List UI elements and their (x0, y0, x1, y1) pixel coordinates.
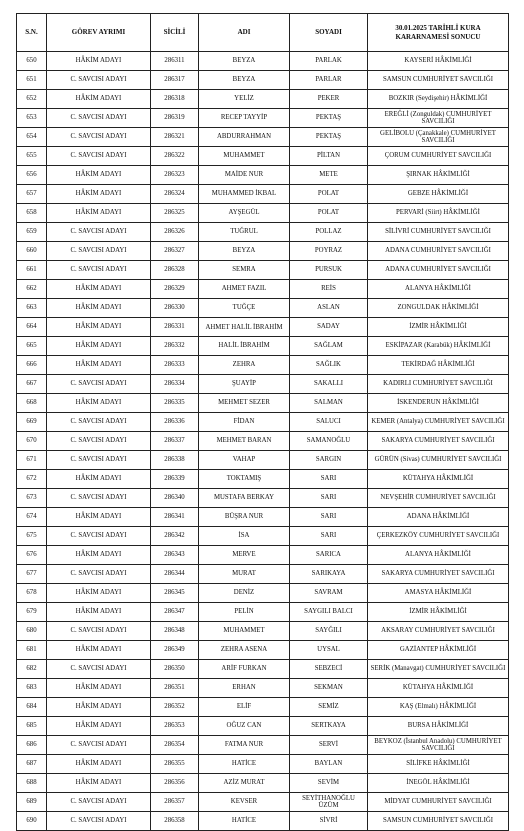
cell-sicili: 286348 (151, 622, 199, 641)
cell-sn: 675 (17, 527, 47, 546)
cell-sn: 678 (17, 584, 47, 603)
cell-adi: RECEP TAYYİP (199, 109, 290, 128)
cell-kura-sonucu: GÜRÜN (Sivas) CUMHURİYET SAVCILIĞI (368, 451, 509, 470)
cell-gorev-ayrimi: HÂKİM ADAYI (47, 755, 151, 774)
cell-soyadi: SAYGILI BALCI (290, 603, 368, 622)
cell-kura-sonucu: KEMER (Antalya) CUMHURİYET SAVCILIĞI (368, 413, 509, 432)
cell-sicili: 286327 (151, 242, 199, 261)
cell-sn: 689 (17, 793, 47, 812)
cell-kura-sonucu: MİDYAT CUMHURİYET SAVCILIĞI (368, 793, 509, 812)
cell-adi: YELİZ (199, 90, 290, 109)
cell-soyadi: SAVRAM (290, 584, 368, 603)
cell-sicili: 286350 (151, 660, 199, 679)
cell-sicili: 286329 (151, 280, 199, 299)
cell-sn: 673 (17, 489, 47, 508)
column-header-sicili: SİCİLİ (151, 14, 199, 52)
cell-gorev-ayrimi: HÂKİM ADAYI (47, 508, 151, 527)
table-row (17, 793, 509, 812)
cell-soyadi: SEKMAN (290, 679, 368, 698)
cell-sn: 653 (17, 109, 47, 128)
cell-soyadi: POYRAZ (290, 242, 368, 261)
cell-gorev-ayrimi: HÂKİM ADAYI (47, 204, 151, 223)
cell-sicili: 286321 (151, 128, 199, 147)
cell-gorev-ayrimi: HÂKİM ADAYI (47, 679, 151, 698)
cell-adi: HATİCE (199, 755, 290, 774)
cell-adi: DENİZ (199, 584, 290, 603)
cell-kura-sonucu: EREĞLİ (Zonguldak) CUMHURİYET SAVCILIĞI (368, 109, 509, 128)
cell-kura-sonucu: ADANA CUMHURİYET SAVCILIĞI (368, 242, 509, 261)
cell-adi: MUSTAFA BERKAY (199, 489, 290, 508)
cell-adi: BEYZA (199, 52, 290, 71)
cell-soyadi: SARIKAYA (290, 565, 368, 584)
cell-sn: 670 (17, 432, 47, 451)
cell-kura-sonucu: KAYSERİ HÂKİMLİĞİ (368, 52, 509, 71)
column-header-gorev-ayrimi: GÖREV AYRIMI (47, 14, 151, 52)
table-row (17, 413, 509, 432)
cell-sicili: 286317 (151, 71, 199, 90)
cell-sn: 654 (17, 128, 47, 147)
cell-soyadi: SEMİZ (290, 698, 368, 717)
table-row (17, 698, 509, 717)
cell-soyadi: PİLTAN (290, 147, 368, 166)
cell-gorev-ayrimi: HÂKİM ADAYI (47, 318, 151, 337)
cell-kura-sonucu: İNEGÖL HÂKİMLİĞİ (368, 774, 509, 793)
cell-gorev-ayrimi: HÂKİM ADAYI (47, 394, 151, 413)
cell-adi: MURAT (199, 565, 290, 584)
table-header-row (17, 14, 509, 52)
cell-sn: 686 (17, 736, 47, 755)
cell-gorev-ayrimi: C. SAVCISI ADAYI (47, 128, 151, 147)
table-row (17, 147, 509, 166)
table-row (17, 71, 509, 90)
cell-sicili: 286318 (151, 90, 199, 109)
cell-gorev-ayrimi: HÂKİM ADAYI (47, 52, 151, 71)
cell-adi: ELİF (199, 698, 290, 717)
cell-sicili: 286341 (151, 508, 199, 527)
cell-gorev-ayrimi: HÂKİM ADAYI (47, 90, 151, 109)
cell-sn: 681 (17, 641, 47, 660)
cell-gorev-ayrimi: HÂKİM ADAYI (47, 356, 151, 375)
cell-kura-sonucu: SERİK (Manavgat) CUMHURİYET SAVCILIĞI (368, 660, 509, 679)
cell-kura-sonucu: SİLİVRİ CUMHURİYET SAVCILIĞI (368, 223, 509, 242)
table-row (17, 451, 509, 470)
cell-soyadi: SEVİM (290, 774, 368, 793)
cell-adi: MAİDE NUR (199, 166, 290, 185)
cell-gorev-ayrimi: C. SAVCISI ADAYI (47, 451, 151, 470)
cell-adi: FİDAN (199, 413, 290, 432)
table-row (17, 774, 509, 793)
cell-soyadi: UYSAL (290, 641, 368, 660)
cell-sicili: 286323 (151, 166, 199, 185)
table-row (17, 603, 509, 622)
cell-sn: 669 (17, 413, 47, 432)
cell-gorev-ayrimi: C. SAVCISI ADAYI (47, 71, 151, 90)
cell-sn: 665 (17, 337, 47, 356)
cell-sn: 682 (17, 660, 47, 679)
cell-soyadi: SALMAN (290, 394, 368, 413)
cell-soyadi: PARLAK (290, 52, 368, 71)
cell-kura-sonucu: AMASYA HÂKİMLİĞİ (368, 584, 509, 603)
cell-kura-sonucu: GAZİANTEP HÂKİMLİĞİ (368, 641, 509, 660)
cell-kura-sonucu: GEBZE HÂKİMLİĞİ (368, 185, 509, 204)
cell-adi: OĞUZ CAN (199, 717, 290, 736)
cell-sn: 672 (17, 470, 47, 489)
cell-adi: FATMA NUR (199, 736, 290, 755)
cell-gorev-ayrimi: C. SAVCISI ADAYI (47, 375, 151, 394)
table-row (17, 166, 509, 185)
cell-soyadi: POLAT (290, 204, 368, 223)
table-row (17, 641, 509, 660)
cell-sicili: 286324 (151, 185, 199, 204)
column-header-adi: ADI (199, 14, 290, 52)
cell-soyadi: SARICA (290, 546, 368, 565)
table-row (17, 565, 509, 584)
cell-kura-sonucu: TEKİRDAĞ HÂKİMLİĞİ (368, 356, 509, 375)
cell-gorev-ayrimi: HÂKİM ADAYI (47, 584, 151, 603)
cell-kura-sonucu: İZMİR HÂKİMLİĞİ (368, 318, 509, 337)
cell-gorev-ayrimi: HÂKİM ADAYI (47, 299, 151, 318)
cell-soyadi: SİVRİ (290, 812, 368, 831)
cell-gorev-ayrimi: C. SAVCISI ADAYI (47, 489, 151, 508)
cell-sn: 688 (17, 774, 47, 793)
cell-sicili: 286349 (151, 641, 199, 660)
cell-gorev-ayrimi: HÂKİM ADAYI (47, 774, 151, 793)
cell-adi: ŞUAYİP (199, 375, 290, 394)
cell-sn: 666 (17, 356, 47, 375)
cell-adi: ZEHRA (199, 356, 290, 375)
table-row (17, 527, 509, 546)
cell-adi: BÜŞRA NUR (199, 508, 290, 527)
cell-kura-sonucu: KÜTAHYA HÂKİMLİĞİ (368, 470, 509, 489)
table-row (17, 375, 509, 394)
table-row (17, 242, 509, 261)
cell-sn: 652 (17, 90, 47, 109)
cell-adi: MEHMET BARAN (199, 432, 290, 451)
cell-sn: 651 (17, 71, 47, 90)
table-row (17, 622, 509, 641)
cell-gorev-ayrimi: HÂKİM ADAYI (47, 603, 151, 622)
cell-soyadi: PARLAR (290, 71, 368, 90)
cell-gorev-ayrimi: C. SAVCISI ADAYI (47, 109, 151, 128)
cell-sn: 663 (17, 299, 47, 318)
cell-adi: MUHAMMET (199, 147, 290, 166)
cell-sicili: 286311 (151, 52, 199, 71)
cell-gorev-ayrimi: C. SAVCISI ADAYI (47, 565, 151, 584)
cell-kura-sonucu: ZONGULDAK HÂKİMLİĞİ (368, 299, 509, 318)
cell-gorev-ayrimi: C. SAVCISI ADAYI (47, 527, 151, 546)
cell-sicili: 286335 (151, 394, 199, 413)
table-row (17, 470, 509, 489)
cell-gorev-ayrimi: C. SAVCISI ADAYI (47, 147, 151, 166)
cell-soyadi: ASLAN (290, 299, 368, 318)
cell-adi: TUĞÇE (199, 299, 290, 318)
table-row (17, 90, 509, 109)
cell-sn: 685 (17, 717, 47, 736)
cell-gorev-ayrimi: HÂKİM ADAYI (47, 185, 151, 204)
cell-sicili: 286337 (151, 432, 199, 451)
cell-soyadi: POLLAZ (290, 223, 368, 242)
cell-soyadi: SAYĞILI (290, 622, 368, 641)
cell-adi: TUĞRUL (199, 223, 290, 242)
cell-sicili: 286354 (151, 736, 199, 755)
cell-soyadi: SAĞLIK (290, 356, 368, 375)
cell-sn: 658 (17, 204, 47, 223)
cell-sicili: 286331 (151, 318, 199, 337)
cell-sn: 668 (17, 394, 47, 413)
cell-kura-sonucu: ŞIRNAK HÂKİMLİĞİ (368, 166, 509, 185)
cell-sicili: 286352 (151, 698, 199, 717)
cell-adi: MEHMET SEZER (199, 394, 290, 413)
cell-soyadi: BAYLAN (290, 755, 368, 774)
table-row (17, 432, 509, 451)
cell-sicili: 286339 (151, 470, 199, 489)
cell-soyadi: POLAT (290, 185, 368, 204)
cell-soyadi: SAMANOĞLU (290, 432, 368, 451)
table-body (17, 52, 509, 831)
table-row (17, 508, 509, 527)
cell-sicili: 286358 (151, 812, 199, 831)
table-row (17, 755, 509, 774)
table-row (17, 679, 509, 698)
cell-sicili: 286351 (151, 679, 199, 698)
cell-sicili: 286328 (151, 261, 199, 280)
cell-gorev-ayrimi: HÂKİM ADAYI (47, 280, 151, 299)
cell-gorev-ayrimi: C. SAVCISI ADAYI (47, 622, 151, 641)
cell-sicili: 286334 (151, 375, 199, 394)
cell-kura-sonucu: AKSARAY CUMHURİYET SAVCILIĞI (368, 622, 509, 641)
cell-sicili: 286333 (151, 356, 199, 375)
cell-adi: ABDURRAHMAN (199, 128, 290, 147)
cell-gorev-ayrimi: C. SAVCISI ADAYI (47, 432, 151, 451)
cell-soyadi: REİS (290, 280, 368, 299)
cell-sicili: 286319 (151, 109, 199, 128)
cell-soyadi: SAKALLI (290, 375, 368, 394)
cell-kura-sonucu: SİLİFKE HÂKİMLİĞİ (368, 755, 509, 774)
cell-soyadi: SERVİ (290, 736, 368, 755)
cell-kura-sonucu: SAMSUN CUMHURİYET SAVCILIĞI (368, 812, 509, 831)
table-row (17, 812, 509, 831)
assignment-table (16, 13, 509, 831)
cell-sicili: 286345 (151, 584, 199, 603)
table-row (17, 223, 509, 242)
cell-sn: 679 (17, 603, 47, 622)
cell-adi: ZEHRA ASENA (199, 641, 290, 660)
cell-sicili: 286356 (151, 774, 199, 793)
cell-soyadi: SARI (290, 470, 368, 489)
cell-soyadi: PEKTAŞ (290, 109, 368, 128)
cell-kura-sonucu: NEVŞEHİR CUMHURİYET SAVCILIĞI (368, 489, 509, 508)
cell-sn: 684 (17, 698, 47, 717)
cell-gorev-ayrimi: HÂKİM ADAYI (47, 717, 151, 736)
cell-soyadi: SARI (290, 508, 368, 527)
cell-gorev-ayrimi: C. SAVCISI ADAYI (47, 812, 151, 831)
cell-kura-sonucu: SAMSUN CUMHURİYET SAVCILIĞI (368, 71, 509, 90)
cell-soyadi: SARI (290, 489, 368, 508)
cell-kura-sonucu: PERVARİ (Siirt) HÂKİMLİĞİ (368, 204, 509, 223)
column-header-soyadi: SOYADI (290, 14, 368, 52)
cell-gorev-ayrimi: HÂKİM ADAYI (47, 470, 151, 489)
table-row (17, 318, 509, 337)
cell-gorev-ayrimi: HÂKİM ADAYI (47, 166, 151, 185)
cell-gorev-ayrimi: C. SAVCISI ADAYI (47, 660, 151, 679)
cell-adi: MUHAMMED İKBAL (199, 185, 290, 204)
cell-sicili: 286332 (151, 337, 199, 356)
cell-gorev-ayrimi: HÂKİM ADAYI (47, 337, 151, 356)
cell-kura-sonucu: KÜTAHYA HÂKİMLİĞİ (368, 679, 509, 698)
cell-gorev-ayrimi: C. SAVCISI ADAYI (47, 242, 151, 261)
cell-soyadi: SARGIN (290, 451, 368, 470)
cell-kura-sonucu: GELİBOLU (Çanakkale) CUMHURİYET SAVCILIĞI (368, 128, 509, 147)
table-row (17, 394, 509, 413)
cell-sn: 655 (17, 147, 47, 166)
cell-sn: 683 (17, 679, 47, 698)
cell-adi: HALİL İBRAHİM (199, 337, 290, 356)
cell-soyadi: SALUCI (290, 413, 368, 432)
cell-soyadi: METE (290, 166, 368, 185)
cell-kura-sonucu: KAŞ (Elmalı) HÂKİMLİĞİ (368, 698, 509, 717)
table-row (17, 204, 509, 223)
cell-soyadi: SARI (290, 527, 368, 546)
cell-adi: TOKTAMIŞ (199, 470, 290, 489)
cell-adi: ERHAN (199, 679, 290, 698)
cell-soyadi: PEKER (290, 90, 368, 109)
cell-soyadi: SERTKAYA (290, 717, 368, 736)
cell-sicili: 286344 (151, 565, 199, 584)
cell-sicili: 286330 (151, 299, 199, 318)
table-row (17, 299, 509, 318)
cell-gorev-ayrimi: C. SAVCISI ADAYI (47, 413, 151, 432)
cell-adi: BEYZA (199, 242, 290, 261)
cell-sn: 676 (17, 546, 47, 565)
cell-sn: 677 (17, 565, 47, 584)
cell-sn: 656 (17, 166, 47, 185)
cell-adi: İSA (199, 527, 290, 546)
table-row (17, 546, 509, 565)
cell-sn: 667 (17, 375, 47, 394)
cell-sn: 659 (17, 223, 47, 242)
cell-sn: 660 (17, 242, 47, 261)
cell-sn: 657 (17, 185, 47, 204)
cell-sicili: 286353 (151, 717, 199, 736)
cell-sn: 674 (17, 508, 47, 527)
table-row (17, 128, 509, 147)
cell-sicili: 286322 (151, 147, 199, 166)
cell-sn: 650 (17, 52, 47, 71)
cell-soyadi: SADAY (290, 318, 368, 337)
cell-kura-sonucu: ESKİPAZAR (Karabük) HÂKİMLİĞİ (368, 337, 509, 356)
cell-sn: 690 (17, 812, 47, 831)
cell-sicili: 286342 (151, 527, 199, 546)
cell-adi: VAHAP (199, 451, 290, 470)
table-row (17, 185, 509, 204)
cell-adi: AZİZ MURAT (199, 774, 290, 793)
cell-adi: ARİF FURKAN (199, 660, 290, 679)
cell-gorev-ayrimi: HÂKİM ADAYI (47, 546, 151, 565)
table-row (17, 584, 509, 603)
cell-kura-sonucu: BOZKIR (Seydişehir) HÂKİMLİĞİ (368, 90, 509, 109)
cell-kura-sonucu: İSKENDERUN HÂKİMLİĞİ (368, 394, 509, 413)
cell-adi: AHMET FAZIL (199, 280, 290, 299)
cell-sn: 662 (17, 280, 47, 299)
cell-sn: 664 (17, 318, 47, 337)
cell-sn: 687 (17, 755, 47, 774)
table-row (17, 261, 509, 280)
cell-kura-sonucu: ALANYA HÂKİMLİĞİ (368, 546, 509, 565)
cell-adi: SEMRA (199, 261, 290, 280)
cell-sicili: 286336 (151, 413, 199, 432)
table-row (17, 489, 509, 508)
cell-sn: 661 (17, 261, 47, 280)
cell-adi: AHMET HALİL İBRAHİM (199, 318, 290, 337)
cell-kura-sonucu: ÇORUM CUMHURİYET SAVCILIĞI (368, 147, 509, 166)
cell-sicili: 286343 (151, 546, 199, 565)
cell-kura-sonucu: BEYKOZ (İstanbul Anadolu) CUMHURİYET SAVCILIĞI (368, 736, 509, 755)
cell-soyadi: PEKTAŞ (290, 128, 368, 147)
cell-kura-sonucu: İZMİR HÂKİMLİĞİ (368, 603, 509, 622)
cell-kura-sonucu: ÇERKEZKÖY CUMHURİYET SAVCILIĞI (368, 527, 509, 546)
cell-sicili: 286338 (151, 451, 199, 470)
table-row (17, 736, 509, 755)
cell-gorev-ayrimi: HÂKİM ADAYI (47, 641, 151, 660)
cell-kura-sonucu: ADANA CUMHURİYET SAVCILIĞI (368, 261, 509, 280)
cell-gorev-ayrimi: C. SAVCISI ADAYI (47, 736, 151, 755)
cell-soyadi: SEYİTHANOĞLU ÜZÜM (290, 793, 368, 812)
cell-adi: MUHAMMET (199, 622, 290, 641)
cell-adi: AYŞEGÜL (199, 204, 290, 223)
cell-kura-sonucu: KADIRLI CUMHURİYET SAVCILIĞI (368, 375, 509, 394)
cell-adi: BEYZA (199, 71, 290, 90)
column-header-kura-sonucu: 30.01.2025 TARİHLİ KURA KARARNAMESİ SONUCU (368, 14, 509, 52)
cell-kura-sonucu: BURSA HÂKİMLİĞİ (368, 717, 509, 736)
cell-gorev-ayrimi: C. SAVCISI ADAYI (47, 223, 151, 242)
cell-sicili: 286347 (151, 603, 199, 622)
cell-adi: HATİCE (199, 812, 290, 831)
table-row (17, 660, 509, 679)
document-page (16, 13, 508, 831)
cell-kura-sonucu: ALANYA HÂKİMLİĞİ (368, 280, 509, 299)
table-row (17, 337, 509, 356)
cell-adi: PELİN (199, 603, 290, 622)
cell-sn: 680 (17, 622, 47, 641)
cell-sicili: 286340 (151, 489, 199, 508)
cell-soyadi: SAĞLAM (290, 337, 368, 356)
cell-adi: KEVSER (199, 793, 290, 812)
column-header-sn: S.N. (17, 14, 47, 52)
cell-sicili: 286355 (151, 755, 199, 774)
cell-kura-sonucu: ADANA HÂKİMLİĞİ (368, 508, 509, 527)
cell-sn: 671 (17, 451, 47, 470)
cell-gorev-ayrimi: HÂKİM ADAYI (47, 698, 151, 717)
table-row (17, 280, 509, 299)
cell-gorev-ayrimi: C. SAVCISI ADAYI (47, 261, 151, 280)
cell-sicili: 286326 (151, 223, 199, 242)
cell-soyadi: SEBZECİ (290, 660, 368, 679)
cell-gorev-ayrimi: C. SAVCISI ADAYI (47, 793, 151, 812)
cell-sicili: 286325 (151, 204, 199, 223)
cell-sicili: 286357 (151, 793, 199, 812)
cell-adi: MERVE (199, 546, 290, 565)
table-row (17, 109, 509, 128)
table-row (17, 52, 509, 71)
cell-soyadi: PURSUK (290, 261, 368, 280)
cell-kura-sonucu: SAKARYA CUMHURİYET SAVCILIĞI (368, 432, 509, 451)
table-row (17, 356, 509, 375)
table-row (17, 717, 509, 736)
cell-kura-sonucu: SAKARYA CUMHURİYET SAVCILIĞI (368, 565, 509, 584)
